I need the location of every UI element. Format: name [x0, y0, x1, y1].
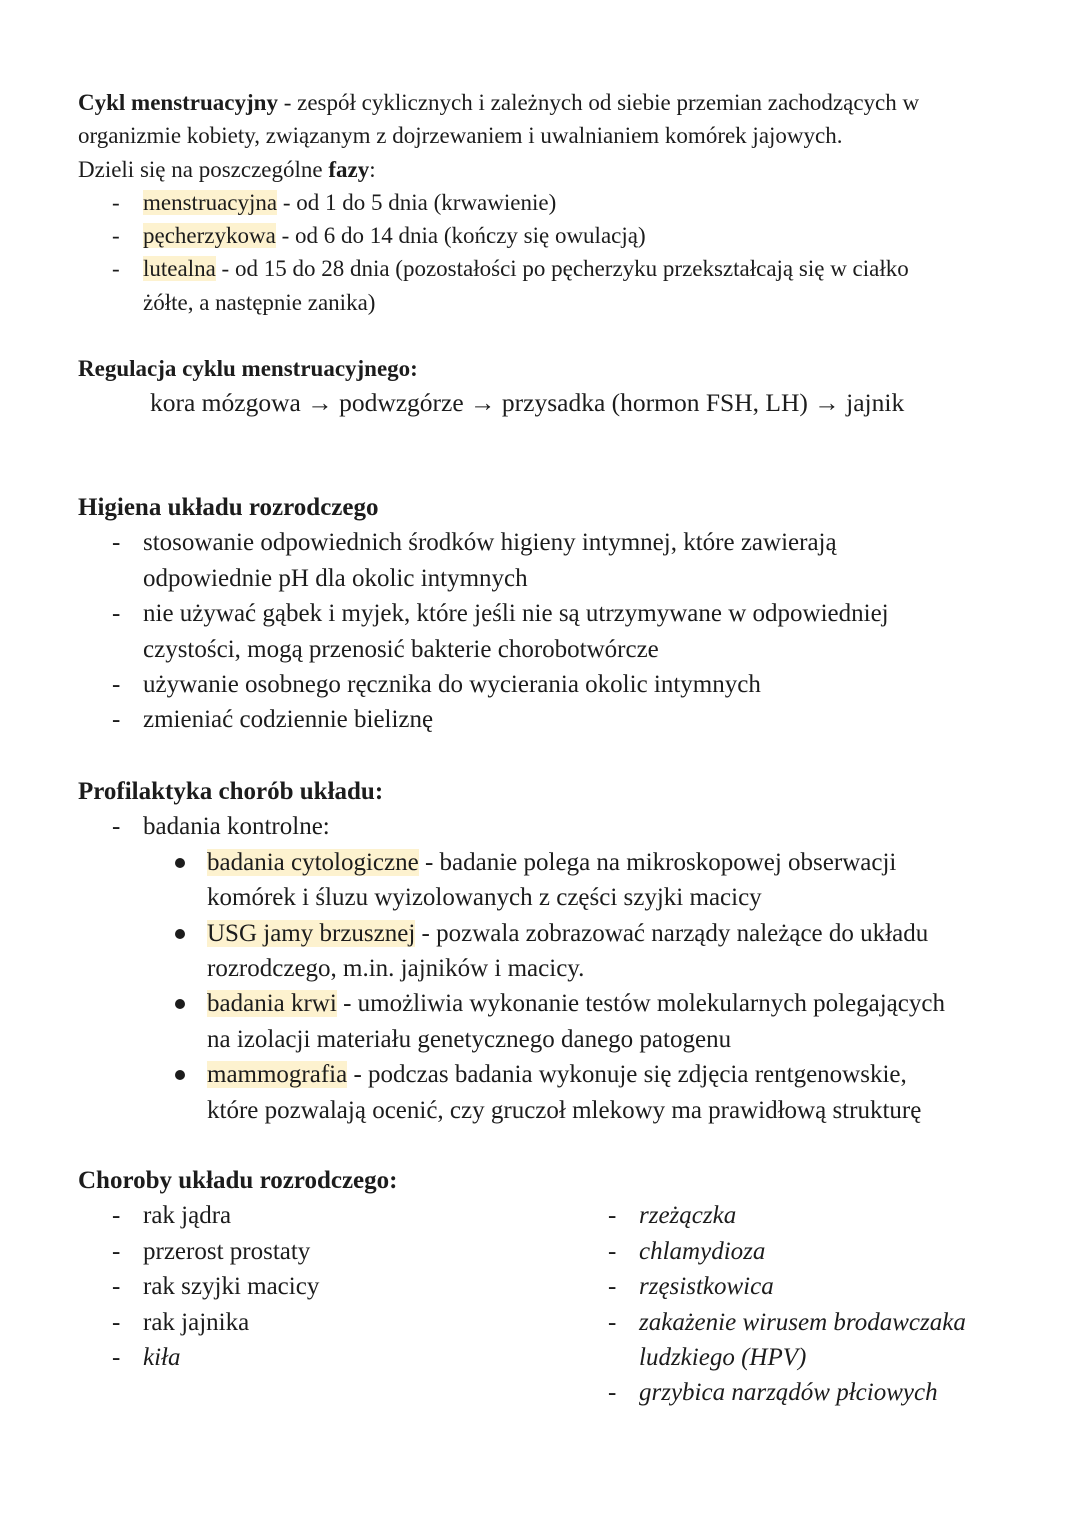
disease-item	[574, 1198, 1038, 1233]
disease-item	[78, 1269, 558, 1304]
phase-item	[78, 252, 1038, 319]
phases-suffix: :	[369, 156, 376, 182]
list-dash: -	[608, 1202, 617, 1230]
regulation-chain: kora mózgowa → podwzgórze → przysadka (hormon FSH, LH) → jajnik	[150, 387, 905, 417]
phases-intro: Dzieli się na poszczególne	[78, 156, 323, 182]
menstrual-cycle-section	[78, 86, 1038, 319]
hygiene-item-text: zmieniać codziennie bieliznę	[143, 706, 434, 734]
hygiene-item-text: używanie osobnego ręcznika do wycierania okolic intymnych	[143, 671, 761, 699]
hygiene-item	[78, 667, 1038, 702]
test-desc: rozrodczego, m.in. jajników i macicy.	[207, 955, 585, 983]
disease-name: rak szyjki macicy	[143, 1273, 320, 1301]
list-dash: -	[112, 600, 121, 628]
diseases-right-column	[574, 1198, 1038, 1410]
test-desc: które pozwalają ocenić, czy gruczoł mlekowy ma prawidłową strukturę	[207, 1096, 922, 1124]
test-item	[78, 1057, 1038, 1128]
list-dash: -	[608, 1379, 617, 1407]
bullet-dot	[175, 1070, 185, 1080]
list-dash: -	[112, 1202, 121, 1230]
phase-name-highlight: pęcherzykowa	[143, 223, 276, 249]
list-dash: -	[112, 223, 120, 249]
list-dash: -	[112, 189, 120, 215]
list-dash: -	[112, 256, 120, 282]
bullet-dot	[175, 858, 185, 868]
phase-item	[78, 219, 1038, 252]
definition-line	[78, 86, 1038, 119]
test-desc: - podczas badania wykonuje się zdjęcia rentgenowskie,	[353, 1061, 907, 1089]
definition-line: organizmie kobiety, związanym z dojrzewaniem i uwalnianiem komórek jajowych.	[78, 123, 843, 149]
test-desc: - umożliwia wykonanie testów molekularnych polegających	[343, 990, 945, 1018]
disease-name: rak jajnika	[143, 1308, 250, 1336]
disease-name: rzęsistkowica	[639, 1273, 774, 1301]
hygiene-item-text: odpowiednie pH dla okolic intymnych	[143, 564, 528, 592]
regulation-heading: Regulacja cyklu menstruacyjnego:	[78, 356, 418, 381]
list-dash: -	[112, 529, 121, 557]
phase-desc: - od 1 do 5 dnia (krwawienie)	[282, 189, 557, 215]
hygiene-item-text: czystości, mogą przenosić bakterie chorobotwórcze	[143, 635, 659, 663]
list-dash: -	[112, 1308, 121, 1336]
test-name-highlight: badania krwi	[207, 990, 337, 1018]
disease-name: kiła	[143, 1344, 181, 1372]
prevention-heading: Profilaktyka chorób układu:	[78, 778, 384, 805]
disease-name: rzeżączka	[639, 1202, 737, 1230]
disease-item	[78, 1340, 558, 1375]
diseases-heading: Choroby układu rozrodczego:	[78, 1167, 398, 1194]
hygiene-item-text: stosowanie odpowiednich środków higieny intymnej, które zawierają	[143, 529, 837, 557]
disease-name: ludzkiego (HPV)	[639, 1344, 807, 1372]
list-dash: -	[112, 1344, 121, 1372]
bullet-dot	[175, 999, 185, 1009]
test-name-highlight: mammografia	[207, 1061, 348, 1089]
disease-item	[78, 1234, 558, 1269]
disease-item	[78, 1198, 558, 1233]
checkups-item	[78, 809, 1038, 844]
list-dash: -	[608, 1237, 617, 1265]
hygiene-item-text: nie używać gąbek i myjek, które jeśli nie są utrzymywane w odpowiedniej	[143, 600, 889, 628]
checkups-label: badania kontrolne:	[143, 813, 330, 841]
list-dash: -	[112, 1237, 121, 1265]
test-name-highlight: badania cytologiczne	[207, 848, 419, 876]
regulation-section	[78, 352, 1038, 419]
test-desc: komórek i śluzu wyizolowanych z części szyjki macicy	[207, 884, 762, 912]
disease-item	[574, 1269, 1038, 1304]
bullet-dot	[175, 929, 185, 939]
phase-name-highlight: menstruacyjna	[143, 189, 278, 215]
hygiene-heading: Higiena układu rozrodczego	[78, 494, 379, 521]
test-desc: - pozwala zobrazować narządy należące do układu	[421, 919, 929, 947]
list-dash: -	[112, 671, 121, 699]
hygiene-item	[78, 702, 1038, 737]
disease-item	[574, 1305, 1038, 1376]
disease-name: zakażenie wirusem brodawczaka	[639, 1308, 966, 1336]
test-item	[78, 986, 1038, 1057]
test-name-highlight: USG jamy brzusznej	[207, 919, 416, 947]
list-dash: -	[112, 1273, 121, 1301]
disease-name: chlamydioza	[639, 1237, 766, 1265]
list-dash: -	[112, 706, 121, 734]
phases-keyword: fazy	[328, 156, 370, 182]
hygiene-section	[78, 490, 1038, 738]
list-dash: -	[112, 813, 121, 841]
phases-intro-line	[78, 153, 1038, 186]
list-dash: -	[608, 1273, 617, 1301]
test-desc: - badanie polega na mikroskopowej obserwacji	[424, 848, 897, 876]
phase-desc: - od 6 do 14 dnia (kończy się owulacją)	[281, 223, 646, 249]
disease-name: rak jądra	[143, 1202, 232, 1230]
diseases-section	[78, 1163, 1038, 1407]
test-item	[78, 916, 1038, 987]
prevention-section	[78, 774, 1038, 1128]
disease-item	[78, 1305, 558, 1340]
disease-name: przerost prostaty	[143, 1237, 311, 1265]
phase-desc: żółte, a następnie zanika)	[143, 289, 376, 315]
test-item	[78, 845, 1038, 916]
disease-item	[574, 1375, 1038, 1410]
disease-item	[574, 1234, 1038, 1269]
list-dash: -	[608, 1308, 617, 1336]
phase-item	[78, 186, 1038, 219]
hygiene-item	[78, 525, 1038, 596]
definition-text: - zespół cyklicznych i zależnych od siebie przemian zachodzących w	[283, 90, 920, 115]
term-menstrual-cycle: Cykl menstruacyjny	[78, 90, 278, 115]
hygiene-item	[78, 596, 1038, 667]
phase-name-highlight: lutealna	[143, 256, 216, 282]
phase-desc: - od 15 do 28 dnia (pozostałości po pęcherzyku przekształcają się w ciałko	[221, 256, 909, 282]
disease-name: grzybica narządów płciowych	[639, 1379, 938, 1407]
diseases-left-column	[78, 1198, 558, 1375]
test-desc: na izolacji materiału genetycznego danego patogenu	[207, 1025, 732, 1053]
